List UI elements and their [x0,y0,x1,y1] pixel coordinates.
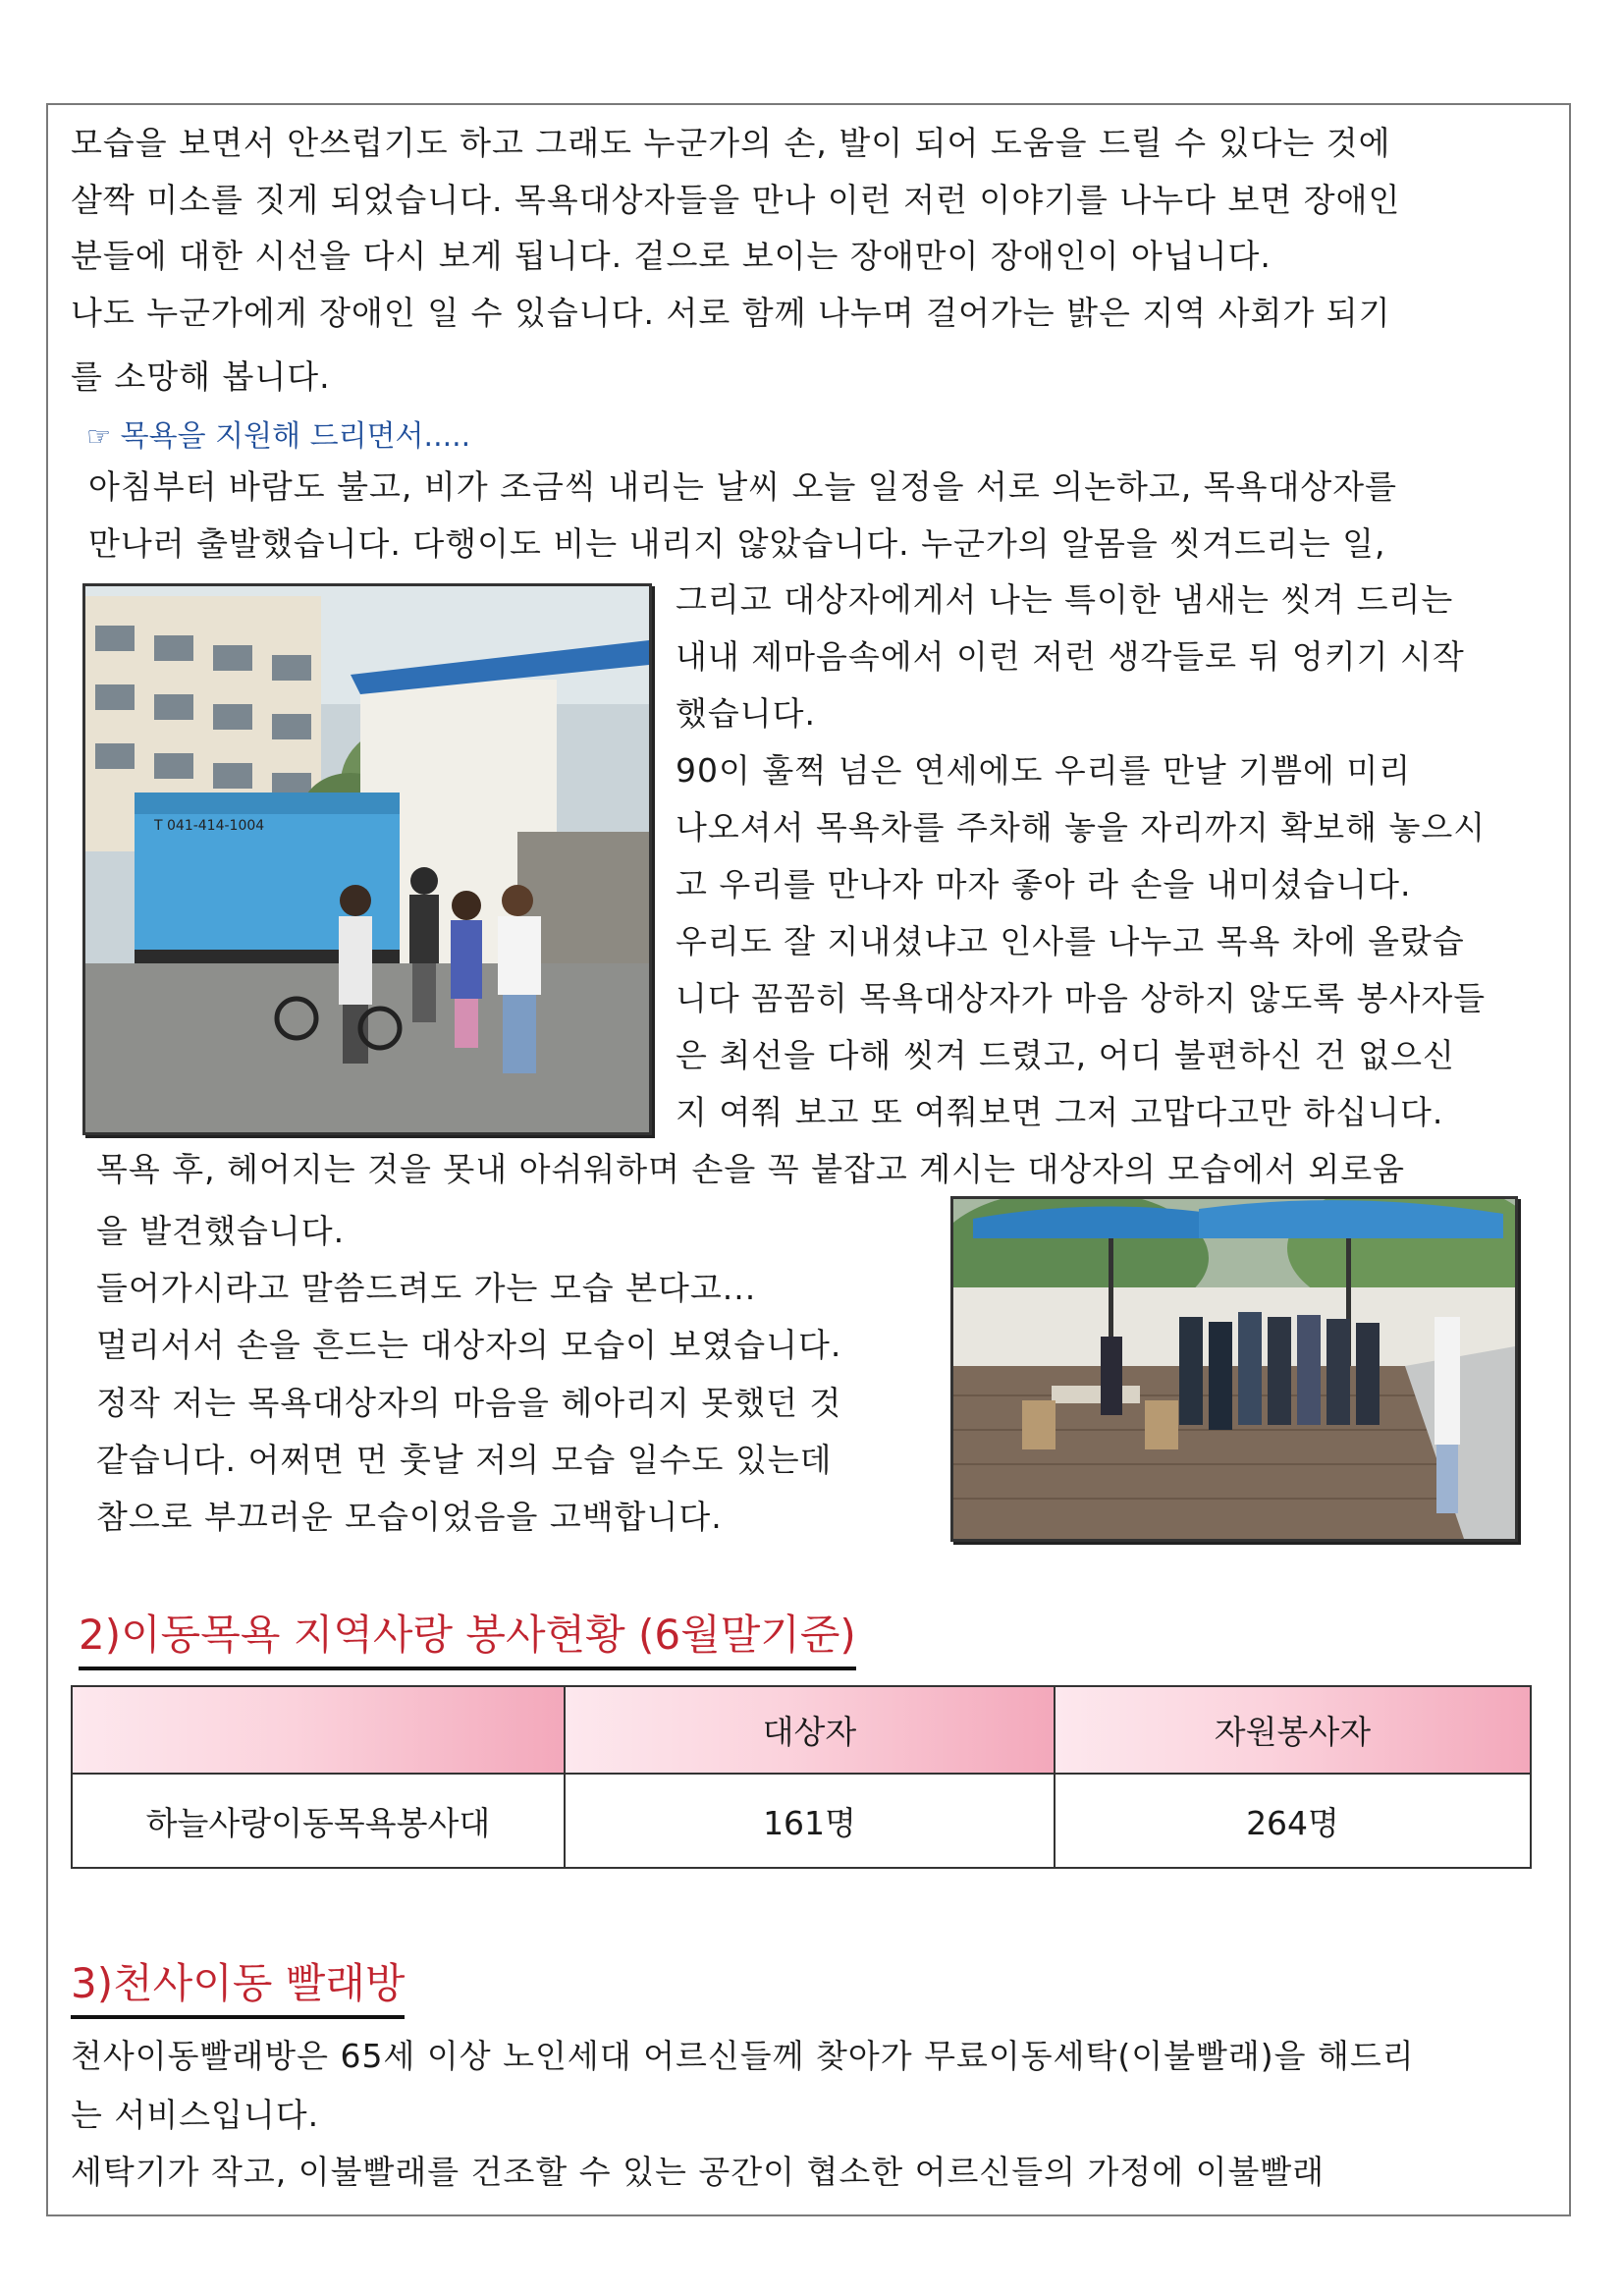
story-line: 만나러 출발했습니다. 다행이도 비는 내리지 않았습니다. 누군가의 알몸을 씻겨드리는 일, [88,524,1386,563]
story-line: 나오셔서 목욕차를 주차해 놓을 자리까지 확보해 놓으시 [676,808,1487,847]
story-line: 우리도 잘 지내셨냐고 인사를 나누고 목욕 차에 올랐습 [676,922,1465,960]
story-line: 정작 저는 목욕대상자의 마음을 헤아리지 못했던 것 [96,1384,842,1422]
bath-truck-photo-drawing [85,586,649,1132]
volunteers-gathering-photo [950,1196,1518,1542]
story-line: 내내 제마음속에서 이런 저런 생각들로 뒤 엉키기 시작 [676,637,1465,676]
story-line: 같습니다. 어쩌면 먼 훗날 저의 모습 일수도 있는데 [96,1441,833,1479]
story-line: 고 우리를 만나자 마자 좋아 라 손을 내미셨습니다. [676,865,1412,903]
intro-line: 살짝 미소를 짓게 되었습니다. 목욕대상자들을 만나 이런 저런 이야기를 나누다 보면 장애인 [71,181,1401,219]
story-line: 했습니다. [676,694,817,733]
story-line: 그리고 대상자에게서 나는 특이한 냄새는 씻겨 드리는 [676,580,1454,619]
truck-phone-text: T 041-414-1004 [154,818,265,834]
story-line: 아침부터 바람도 불고, 비가 조금씩 내리는 날씨 오늘 일정을 서로 의논하고, 목욕대상자를 [88,467,1397,506]
story-line: 지 여쭤 보고 또 여쭤보면 그저 고맙다고만 하십니다. [676,1093,1444,1131]
story-line: 90이 훌쩍 넘은 연세에도 우리를 만날 기쁨에 미리 [676,751,1412,790]
story-line: 니다 꼼꼼히 목욕대상자가 마음 상하지 않도록 봉사자들 [676,979,1487,1017]
section2-title: 2)이동목욕 지역사랑 봉사현황 (6월말기준) [79,1606,856,1670]
story-line: 은 최선을 다해 씻겨 드렸고, 어디 불편하신 건 없으신 [676,1036,1455,1074]
table-header-cell: 자원봉사자 [1055,1686,1531,1774]
pointing-hand-icon: ☞ [86,420,112,453]
story-line: 목욕 후, 헤어지는 것을 못내 아쉬워하며 손을 꼭 붙잡고 계시는 대상자의 모습에서 외로움 [96,1150,1405,1188]
section3-line: 천사이동빨래방은 65세 이상 노인세대 어르신들께 찾아가 무료이동세탁(이불빨래)을 해드리 [71,2037,1415,2075]
table-cell: 161명 [565,1774,1055,1868]
bath-truck-photo [82,583,652,1135]
intro-line: 나도 누군가에게 장애인 일 수 있습니다. 서로 함께 나누며 걸어가는 밝은 지역 사회가 되기 [71,294,1391,332]
volunteers-gathering-photo-drawing [953,1199,1515,1539]
section3-title: 3)천사이동 빨래방 [71,1954,405,2019]
table-cell: 하늘사랑이동목욕봉사대 [72,1774,565,1868]
story-line: 들어가시라고 말씀드려도 가는 모습 본다고... [96,1269,757,1307]
story-subheading [86,412,470,462]
table-header-cell [72,1686,565,1774]
table-header-row [72,1686,1531,1774]
story-subheading-text: 목욕을 지원해 드리면서..... [120,419,471,454]
table-header-cell: 대상자 [565,1686,1055,1774]
table-row [72,1774,1531,1868]
section3-line: 세탁기가 작고, 이불빨래를 건조할 수 있는 공간이 협소한 어르신들의 가정에 이불빨래 [71,2153,1326,2191]
section3-line: 는 서비스입니다. [71,2096,320,2134]
story-line: 멀리서서 손을 흔드는 대상자의 모습이 보였습니다. [96,1326,842,1364]
volunteer-status-table [71,1685,1532,1869]
intro-line: 분들에 대한 시선을 다시 보게 됩니다. 겉으로 보이는 장애만이 장애인이 아닙니다. [71,237,1272,275]
story-line: 을 발견했습니다. [96,1212,346,1250]
table-cell: 264명 [1055,1774,1531,1868]
intro-line: 모습을 보면서 안쓰럽기도 하고 그래도 누군가의 손, 발이 되어 도움을 드릴 수 있다는 것에 [71,124,1391,162]
intro-line: 를 소망해 봅니다. [71,357,331,396]
story-line: 참으로 부끄러운 모습이었음을 고백합니다. [96,1498,723,1536]
